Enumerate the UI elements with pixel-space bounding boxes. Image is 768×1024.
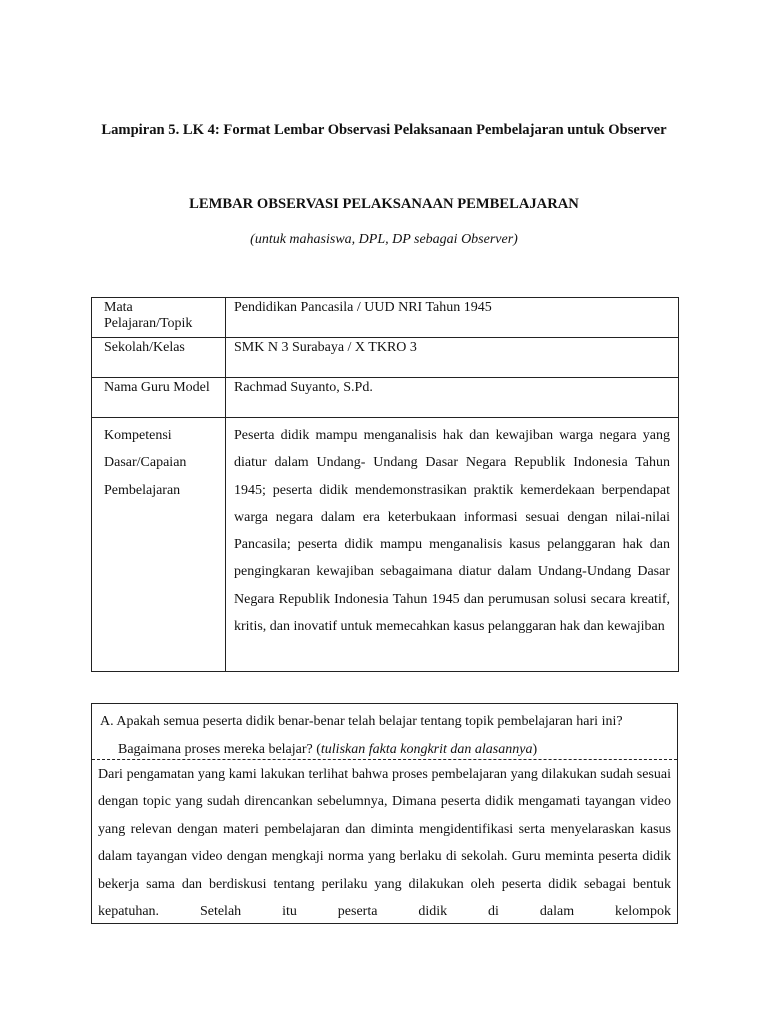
subject-topic-value: Pendidikan Pancasila / UUD NRI Tahun 1945 — [226, 298, 679, 338]
model-teacher-label: Nama Guru Model — [92, 378, 226, 418]
competency-label — [92, 418, 226, 672]
school-class-label: Sekolah/Kelas — [92, 338, 226, 378]
question-a-prompt — [92, 704, 677, 760]
table-row — [92, 298, 679, 338]
observation-info-table — [91, 297, 679, 672]
competency-value: Peserta didik mampu menganalisis hak dan kewajiban warga negara yang diatur dalam Undang- Undang Dasar Negara Republik Indonesia Tahun 1945; peserta didik mendemonstrasikan praktik kemerdekaan berpendapat warga negara dalam era keterbukaan informasi sesuai dengan nilai-nilai Pancasila; peserta didik mampu menganalisis kasus pelanggaran hak dan pengingkaran kewajiban sebagaimana diatur dalam Undang-Undang Dasar Negara Republik Indonesia Tahun 1945 dan perumusan solusi secara kreatif, kritis, dan inovatif untuk memecahkan kasus pelanggaran hak dan kewajiban — [226, 418, 679, 672]
school-class-value: SMK N 3 Surabaya / X TKRO 3 — [226, 338, 679, 378]
question-a-line-2-italic: tuliskan fakta kongkrit dan alasannya — [320, 742, 533, 757]
competency-label-line-3: Pembelajaran — [104, 482, 181, 498]
table-row — [92, 418, 679, 672]
question-a-line-1: A. Apakah semua peserta didik benar-benar telah belajar tentang topik pembelajaran hari ini? — [100, 714, 623, 729]
document-subtitle: (untuk mahasiswa, DPL, DP sebagai Observer) — [250, 232, 518, 247]
model-teacher-value: Rachmad Suyanto, S.Pd. — [226, 378, 679, 418]
question-a-line-2-prefix: Bagaimana proses mereka belajar? ( — [118, 742, 321, 757]
competency-label-line-2: Dasar/Capaian — [104, 455, 187, 471]
table-row — [92, 378, 679, 418]
page-heading: Lampiran 5. LK 4: Format Lembar Observasi Pelaksanaan Pembelajaran untuk Observer — [101, 122, 667, 138]
question-a-line-2-suffix: ) — [532, 742, 538, 757]
question-a-answer: Dari pengamatan yang kami lakukan terlihat bahwa proses pembelajaran yang dilakukan sudah sesuai dengan topic yang sudah direncankan sebelumnya, Dimana peserta didik mengamati tayangan video yang relevan dengan materi pembelajaran dan diminta mengidentifikasi serta menyelaraskan kasus dalam tayangan video dengan mengkaji norma yang berlaku di sekolah. Guru meminta peserta didik bekerja sama dan berdiskusi tentang perilaku yang dilakukan oleh peserta didik sebagai bentuk kepatuhan. Setelah itu peserta didik di dalam kelompok — [98, 767, 671, 920]
subject-topic-label: Mata Pelajaran/Topik — [92, 298, 226, 338]
competency-label-line-1: Kompetensi — [104, 428, 172, 443]
table-row — [92, 338, 679, 378]
question-a-box — [91, 703, 678, 924]
document-title: LEMBAR OBSERVASI PELAKSANAAN PEMBELAJARAN — [189, 196, 579, 212]
